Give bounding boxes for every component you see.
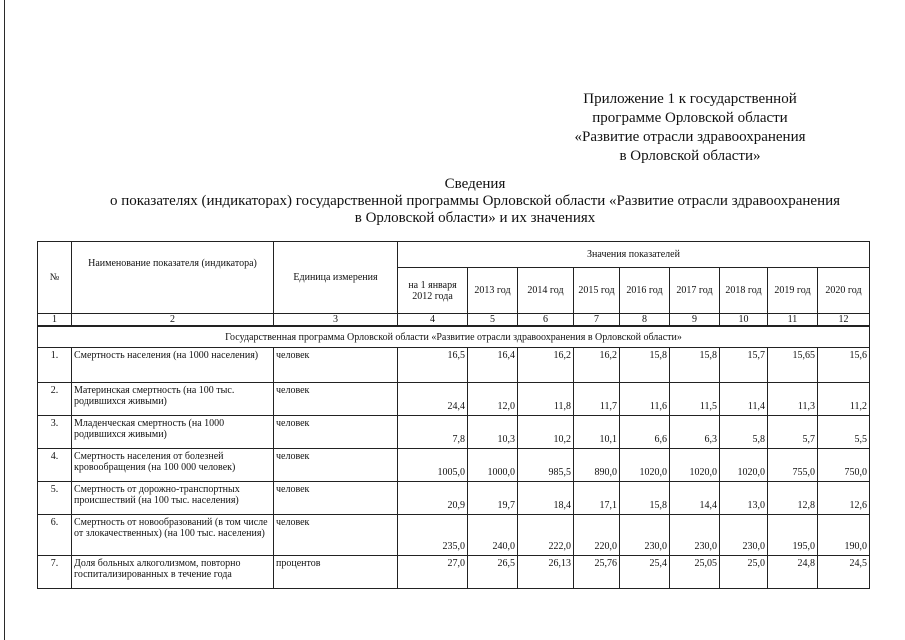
value-cell: 25,76 — [574, 556, 620, 589]
value-cell: 11,2 — [818, 383, 870, 416]
value-cell: 10,2 — [518, 416, 574, 449]
value-cell: 6,6 — [620, 416, 670, 449]
value-cell: 15,8 — [620, 348, 670, 383]
value-cell: 16,2 — [574, 348, 620, 383]
header-values: Значения показателей — [398, 242, 870, 268]
value-cell: 13,0 — [720, 482, 768, 515]
value-cell: 890,0 — [574, 449, 620, 482]
header-year: 2020 год — [818, 268, 870, 314]
row-number: 6. — [38, 515, 72, 556]
value-cell: 5,8 — [720, 416, 768, 449]
row-number: 7. — [38, 556, 72, 589]
value-cell: 230,0 — [720, 515, 768, 556]
indicator-unit: человек — [274, 482, 398, 515]
row-number: 1. — [38, 348, 72, 383]
page-edge-line — [4, 0, 5, 640]
value-cell: 15,65 — [768, 348, 818, 383]
value-cell: 24,5 — [818, 556, 870, 589]
value-cell: 17,1 — [574, 482, 620, 515]
value-cell: 25,0 — [720, 556, 768, 589]
row-number: 5. — [38, 482, 72, 515]
value-cell: 25,4 — [620, 556, 670, 589]
value-cell: 16,4 — [468, 348, 518, 383]
column-index-row — [38, 314, 870, 327]
header-unit: Единица измерения — [274, 242, 398, 314]
appendix-line: «Развитие отрасли здравоохранения — [574, 129, 806, 145]
value-cell: 11,3 — [768, 383, 818, 416]
value-cell: 1020,0 — [670, 449, 720, 482]
table-row — [38, 515, 870, 556]
table-row — [38, 416, 870, 449]
appendix-line: Приложение 1 к государственной — [583, 91, 797, 107]
value-cell: 240,0 — [468, 515, 518, 556]
value-cell: 985,5 — [518, 449, 574, 482]
value-cell: 5,7 — [768, 416, 818, 449]
column-index: 5 — [468, 314, 518, 327]
column-index: 6 — [518, 314, 574, 327]
value-cell: 11,8 — [518, 383, 574, 416]
header-year: 2016 год — [620, 268, 670, 314]
value-cell: 1020,0 — [720, 449, 768, 482]
indicator-unit: человек — [274, 383, 398, 416]
header-year: 2015 год — [574, 268, 620, 314]
value-cell: 26,5 — [468, 556, 518, 589]
document-heading — [60, 176, 890, 227]
value-cell: 15,8 — [670, 348, 720, 383]
header-year: на 1 января 2012 года — [398, 268, 468, 314]
value-cell: 190,0 — [818, 515, 870, 556]
appendix-note — [560, 90, 820, 166]
header-year: 2014 год — [518, 268, 574, 314]
value-cell: 24,8 — [768, 556, 818, 589]
indicators-table — [37, 241, 870, 589]
heading-line: о показателях (индикаторах) государственной программы Орловской области «Развитие отрасли здравоохранения — [109, 193, 841, 209]
section-row — [38, 326, 870, 348]
value-cell: 11,4 — [720, 383, 768, 416]
value-cell: 1020,0 — [620, 449, 670, 482]
indicator-unit: человек — [274, 449, 398, 482]
value-cell: 12,8 — [768, 482, 818, 515]
value-cell: 7,8 — [398, 416, 468, 449]
indicator-name: Смертность населения от болезней кровообращения (на 100 000 человек) — [72, 449, 274, 482]
header-year: 2019 год — [768, 268, 818, 314]
section-title: Государственная программа Орловской области «Развитие отрасли здравоохранения в Орловской области» — [38, 326, 870, 348]
value-cell: 15,7 — [720, 348, 768, 383]
value-cell: 750,0 — [818, 449, 870, 482]
value-cell: 18,4 — [518, 482, 574, 515]
table-row — [38, 482, 870, 515]
value-cell: 19,7 — [468, 482, 518, 515]
column-index: 3 — [274, 314, 398, 327]
value-cell: 195,0 — [768, 515, 818, 556]
indicator-name: Смертность от новообразований (в том числе от злокачественных) (на 100 тыс. населения) — [72, 515, 274, 556]
header-year: 2018 год — [720, 268, 768, 314]
value-cell: 11,7 — [574, 383, 620, 416]
column-index: 4 — [398, 314, 468, 327]
value-cell: 11,5 — [670, 383, 720, 416]
header-year: 2017 год — [670, 268, 720, 314]
row-number: 3. — [38, 416, 72, 449]
indicator-unit: процентов — [274, 556, 398, 589]
column-index: 12 — [818, 314, 870, 327]
value-cell: 16,5 — [398, 348, 468, 383]
header-row — [38, 242, 870, 268]
value-cell: 26,13 — [518, 556, 574, 589]
indicator-unit: человек — [274, 515, 398, 556]
indicator-unit: человек — [274, 348, 398, 383]
value-cell: 25,05 — [670, 556, 720, 589]
value-cell: 230,0 — [620, 515, 670, 556]
indicator-name: Смертность населения (на 1000 населения) — [72, 348, 274, 383]
table-row — [38, 449, 870, 482]
indicator-name: Младенческая смертность (на 1000 родившихся живыми) — [72, 416, 274, 449]
value-cell: 222,0 — [518, 515, 574, 556]
appendix-line: в Орловской области» — [619, 148, 761, 164]
value-cell: 27,0 — [398, 556, 468, 589]
column-index: 1 — [38, 314, 72, 327]
heading-line: в Орловской области» и их значениях — [354, 210, 596, 226]
value-cell: 15,6 — [818, 348, 870, 383]
value-cell: 6,3 — [670, 416, 720, 449]
header-year: 2013 год — [468, 268, 518, 314]
value-cell: 230,0 — [670, 515, 720, 556]
value-cell: 235,0 — [398, 515, 468, 556]
header-num: № — [38, 242, 72, 314]
value-cell: 1000,0 — [468, 449, 518, 482]
appendix-line: программе Орловской области — [592, 110, 788, 126]
value-cell: 16,2 — [518, 348, 574, 383]
column-index: 7 — [574, 314, 620, 327]
indicator-name: Доля больных алкоголизмом, повторно госпитализированных в течение года — [72, 556, 274, 589]
value-cell: 15,8 — [620, 482, 670, 515]
value-cell: 12,6 — [818, 482, 870, 515]
column-index: 10 — [720, 314, 768, 327]
value-cell: 24,4 — [398, 383, 468, 416]
column-index: 2 — [72, 314, 274, 327]
heading-title: Сведения — [444, 176, 506, 192]
value-cell: 5,5 — [818, 416, 870, 449]
value-cell: 10,3 — [468, 416, 518, 449]
value-cell: 1005,0 — [398, 449, 468, 482]
indicator-name: Материнская смертность (на 100 тыс. родившихся живыми) — [72, 383, 274, 416]
header-name: Наименование показателя (индикатора) — [72, 242, 274, 314]
column-index: 8 — [620, 314, 670, 327]
value-cell: 11,6 — [620, 383, 670, 416]
indicator-name: Смертность от дорожно-транспортных происшествий (на 100 тыс. населения) — [72, 482, 274, 515]
value-cell: 14,4 — [670, 482, 720, 515]
value-cell: 220,0 — [574, 515, 620, 556]
value-cell: 755,0 — [768, 449, 818, 482]
value-cell: 10,1 — [574, 416, 620, 449]
table-row — [38, 348, 870, 383]
indicator-unit: человек — [274, 416, 398, 449]
column-index: 9 — [670, 314, 720, 327]
table-row — [38, 556, 870, 589]
table-row — [38, 383, 870, 416]
value-cell: 12,0 — [468, 383, 518, 416]
value-cell: 20,9 — [398, 482, 468, 515]
row-number: 4. — [38, 449, 72, 482]
row-number: 2. — [38, 383, 72, 416]
column-index: 11 — [768, 314, 818, 327]
